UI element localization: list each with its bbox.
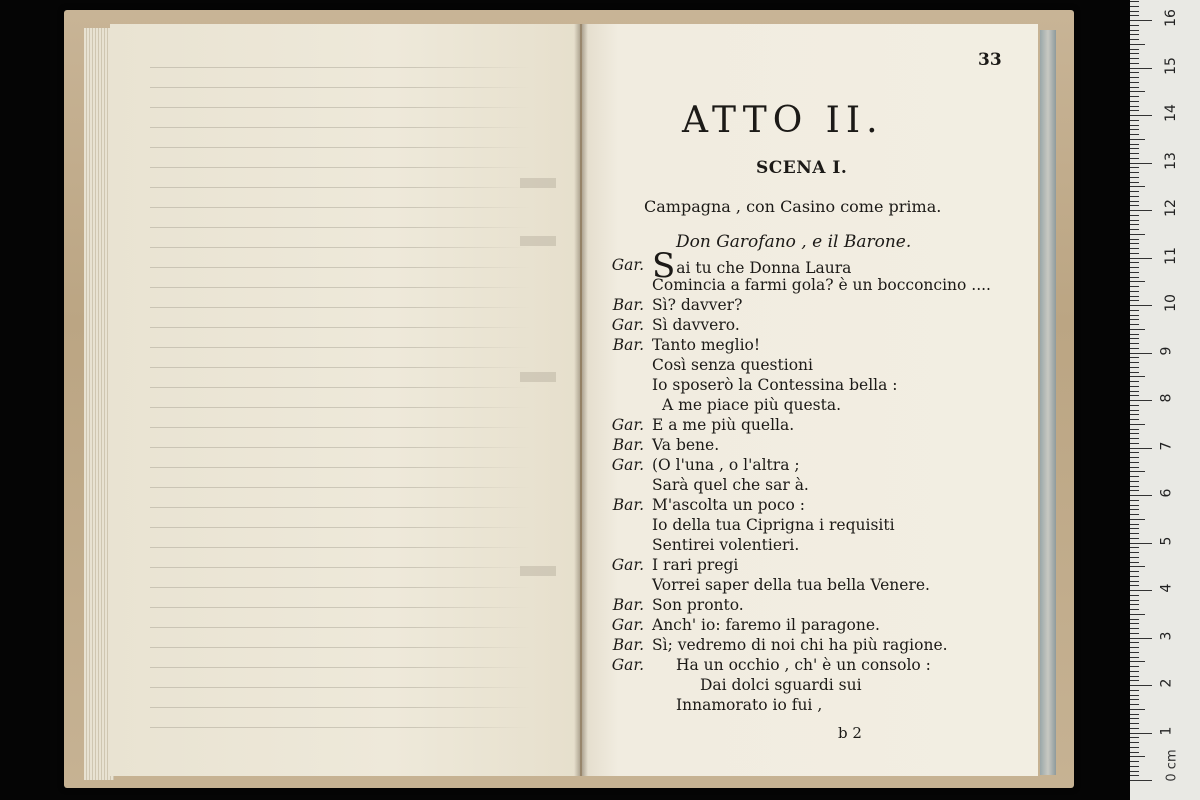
dialogue-words: Anch' io: faremo il paragone. xyxy=(652,616,880,634)
dialogue-words: Tanto meglio! xyxy=(652,336,761,354)
ruler-tick xyxy=(1130,671,1139,672)
ruler-tick xyxy=(1130,467,1139,468)
ruler-tick xyxy=(1130,343,1139,344)
ruler-tick xyxy=(1130,25,1139,26)
ruler-tick xyxy=(1130,106,1139,107)
ruler-tick xyxy=(1130,680,1139,681)
act-title: ATTO II. xyxy=(682,100,884,141)
ruler-tick xyxy=(1130,210,1152,211)
dialogue-line xyxy=(596,616,1026,636)
ruler-tick xyxy=(1130,552,1139,553)
ruler-tick xyxy=(1130,718,1139,719)
ruler-tick xyxy=(1130,1,1139,2)
ruler-tick xyxy=(1130,585,1139,586)
dialogue-line xyxy=(596,596,1026,616)
ruler-number: 5 xyxy=(1158,536,1175,545)
ruler-tick xyxy=(1130,386,1139,387)
ruler-tick xyxy=(1130,158,1139,159)
ruler-tick xyxy=(1130,305,1152,306)
ruler-tick xyxy=(1130,315,1139,316)
dialogue-line xyxy=(596,576,1026,596)
ruler-tick xyxy=(1130,638,1152,639)
dialogue-text xyxy=(652,376,898,394)
ruler-tick xyxy=(1130,310,1139,311)
ruler-tick xyxy=(1130,771,1139,772)
ruler-tick xyxy=(1130,334,1139,335)
dialogue-text xyxy=(652,296,742,314)
ruler-tick xyxy=(1130,433,1139,434)
ruler-tick xyxy=(1130,120,1139,121)
dialogue-text xyxy=(652,416,794,434)
ruler-tick xyxy=(1130,258,1152,259)
dialogue-line xyxy=(596,356,1026,376)
characters-list: Don Garofano , e il Barone. xyxy=(676,232,912,252)
ruler-tick xyxy=(1130,49,1139,50)
ruler-tick xyxy=(1130,685,1152,686)
ruler-tick xyxy=(1130,267,1139,268)
ruler-tick xyxy=(1130,652,1139,653)
ruler-tick xyxy=(1130,457,1139,458)
ruler-tick xyxy=(1130,391,1139,392)
ruler-tick xyxy=(1130,148,1139,149)
ruler-tick xyxy=(1130,614,1145,615)
ruler-tick xyxy=(1130,6,1139,7)
ruler-tick xyxy=(1130,82,1139,83)
bleed-through-mark xyxy=(520,178,556,188)
ruler-number: 2 xyxy=(1158,678,1175,688)
drop-cap: S xyxy=(652,246,676,286)
ruler-tick xyxy=(1130,557,1139,558)
page-block-edge xyxy=(1040,30,1056,775)
bleed-through-mark xyxy=(520,566,556,576)
dialogue-words: Vorrei saper della tua bella Venere. xyxy=(652,576,930,594)
ruler-tick xyxy=(1130,72,1139,73)
dialogue-text xyxy=(652,636,948,654)
ruler-tick xyxy=(1130,495,1152,496)
ruler-tick xyxy=(1130,528,1139,529)
dialogue-text xyxy=(652,496,805,514)
ruler-unit-label: 0 cm xyxy=(1164,749,1180,782)
ruler-tick xyxy=(1130,642,1139,643)
ruler-tick xyxy=(1130,581,1139,582)
dialogue-line xyxy=(596,456,1026,476)
ruler-tick xyxy=(1130,547,1139,548)
ruler-tick xyxy=(1130,286,1139,287)
ruler-tick xyxy=(1130,196,1139,197)
ruler-tick xyxy=(1130,234,1145,235)
speaker-name: Gar. xyxy=(611,316,644,334)
signature-mark: b 2 xyxy=(838,724,862,742)
dialogue-line xyxy=(596,696,1026,716)
ruler-tick xyxy=(1130,619,1139,620)
dialogue-text xyxy=(662,396,841,414)
ruler-tick xyxy=(1130,39,1139,40)
ruler-tick xyxy=(1130,400,1152,401)
ruler-tick xyxy=(1130,410,1139,411)
ruler-tick xyxy=(1130,747,1139,748)
dialogue-text xyxy=(652,316,740,334)
dialogue-words: Innamorato io fui , xyxy=(676,696,823,714)
ruler-tick xyxy=(1130,381,1139,382)
ruler-number: 15 xyxy=(1162,56,1179,75)
ruler-tick xyxy=(1130,362,1139,363)
dialogue-words: M'ascolta un poco : xyxy=(652,496,806,514)
ruler-tick xyxy=(1130,775,1139,776)
dialogue-words: Dai dolci sguardi sui xyxy=(700,676,862,694)
speaker-name: Bar. xyxy=(612,296,644,314)
ruler-tick xyxy=(1130,519,1145,520)
speaker-name: Bar. xyxy=(612,596,644,614)
ruler-tick xyxy=(1130,571,1139,572)
speaker-name: Gar. xyxy=(611,656,644,674)
dialogue-text xyxy=(676,656,931,674)
ruler-tick xyxy=(1130,15,1139,16)
ruler-tick xyxy=(1130,372,1139,373)
ruler-tick xyxy=(1130,281,1145,282)
dialogue-text xyxy=(652,246,852,286)
speaker-name: Gar. xyxy=(611,256,644,274)
ruler-tick xyxy=(1130,367,1139,368)
ruler-number: 7 xyxy=(1158,441,1175,450)
dialogue-words: Sentirei volentieri. xyxy=(652,536,800,554)
ruler-tick xyxy=(1130,486,1139,487)
dialogue-words: (O l'una , o l'altra ; xyxy=(652,456,800,474)
dialogue-line xyxy=(596,516,1026,536)
ruler-tick xyxy=(1130,262,1139,263)
scene-title: SCENA I. xyxy=(756,158,848,178)
speaker-name: Bar. xyxy=(612,636,644,654)
dialogue-text xyxy=(652,536,799,554)
ruler-tick xyxy=(1130,590,1152,591)
ruler-tick xyxy=(1130,129,1139,130)
ruler-tick xyxy=(1130,509,1139,510)
ruler-tick xyxy=(1130,761,1139,762)
dialogue-text xyxy=(652,436,719,454)
dialogue-line xyxy=(596,336,1026,356)
dialogue-line xyxy=(596,396,1026,416)
ruler-number: 11 xyxy=(1162,246,1179,265)
ruler-tick xyxy=(1130,604,1139,605)
ruler-tick xyxy=(1130,11,1139,12)
ruler-tick xyxy=(1130,291,1139,292)
ruler-tick xyxy=(1130,647,1139,648)
ruler-tick xyxy=(1130,742,1139,743)
dialogue-text xyxy=(652,276,991,294)
dialogue-words: Così senza questioni xyxy=(652,356,813,374)
ruler-tick xyxy=(1130,229,1139,230)
speaker-name: Bar. xyxy=(612,436,644,454)
dialogue-text xyxy=(652,556,738,574)
ruler-tick xyxy=(1130,666,1139,667)
ruler-tick xyxy=(1130,395,1139,396)
ruler-tick xyxy=(1130,300,1139,301)
ruler-tick xyxy=(1130,30,1139,31)
ruler-tick xyxy=(1130,215,1139,216)
ruler-tick xyxy=(1130,44,1145,45)
dialogue-words: Ha un occhio , ch' è un consolo : xyxy=(676,656,931,674)
dialogue-words: Sì davvero. xyxy=(652,316,740,334)
ruler-tick xyxy=(1130,110,1139,111)
ruler-tick xyxy=(1130,628,1139,629)
ruler-tick xyxy=(1130,429,1139,430)
ruler-tick xyxy=(1130,438,1139,439)
dialogue-line xyxy=(596,436,1026,456)
dialogue-text xyxy=(652,596,744,614)
speaker-name: Gar. xyxy=(611,416,644,434)
ruler-tick xyxy=(1130,414,1139,415)
ruler-tick xyxy=(1130,153,1139,154)
dialogue-words: Sì; vedremo di noi chi ha più ragione. xyxy=(652,636,948,654)
ruler-tick xyxy=(1130,699,1139,700)
ruler-tick xyxy=(1130,139,1145,140)
ruler-tick xyxy=(1130,167,1139,168)
ruler-tick xyxy=(1130,704,1139,705)
book-gutter xyxy=(574,24,588,776)
speaker-name: Bar. xyxy=(612,336,644,354)
dialogue-line xyxy=(596,536,1026,556)
page-number: 33 xyxy=(978,50,1002,70)
ruler-tick xyxy=(1130,277,1139,278)
ruler-tick xyxy=(1130,87,1139,88)
ruler-tick xyxy=(1130,134,1139,135)
ruler-tick xyxy=(1130,448,1152,449)
dialogue-words: I rari pregi xyxy=(652,556,739,574)
ruler-tick xyxy=(1130,623,1139,624)
ruler-tick xyxy=(1130,443,1139,444)
measuring-ruler xyxy=(1130,0,1200,800)
speaker-name: Bar. xyxy=(612,496,644,514)
ruler-tick xyxy=(1130,20,1152,21)
ruler-tick xyxy=(1130,633,1139,634)
speaker-name: Gar. xyxy=(611,556,644,574)
ruler-tick xyxy=(1130,115,1152,116)
ruler-tick xyxy=(1130,657,1139,658)
dialogue-words: A me piace più questa. xyxy=(662,396,842,414)
ruler-tick xyxy=(1130,471,1145,472)
dialogue-text xyxy=(652,576,930,594)
ruler-number: 12 xyxy=(1162,199,1179,217)
dialogue-words: Va bene. xyxy=(652,436,720,454)
ruler-number: 10 xyxy=(1162,294,1179,312)
ruler-tick xyxy=(1130,766,1139,767)
dialogue-line xyxy=(596,376,1026,396)
ruler-tick xyxy=(1130,125,1139,126)
dialogue-line xyxy=(596,296,1026,316)
ruler-tick xyxy=(1130,676,1139,677)
ruler-tick xyxy=(1130,405,1139,406)
dialogue-text xyxy=(676,696,822,714)
dialogue-text xyxy=(652,356,813,374)
ruler-tick xyxy=(1130,253,1139,254)
dialogue-words: Sarà quel che sar à. xyxy=(652,476,809,494)
ruler-tick xyxy=(1130,424,1145,425)
ruler-tick xyxy=(1130,576,1139,577)
ruler-tick xyxy=(1130,661,1145,662)
dialogue-text xyxy=(652,516,895,534)
ruler-tick xyxy=(1130,490,1139,491)
ruler-tick xyxy=(1130,239,1139,240)
ruler-tick xyxy=(1130,600,1139,601)
dialogue-text xyxy=(652,336,760,354)
ruler-tick xyxy=(1130,296,1139,297)
ruler-number: 9 xyxy=(1158,346,1175,355)
ruler-tick xyxy=(1130,172,1139,173)
dialogue-line xyxy=(596,656,1026,676)
ruler-tick xyxy=(1130,714,1139,715)
ruler-tick xyxy=(1130,695,1139,696)
ruler-tick xyxy=(1130,505,1139,506)
ruler-tick xyxy=(1130,752,1139,753)
dialogue-text xyxy=(652,616,880,634)
ruler-tick xyxy=(1130,562,1139,563)
ruler-tick xyxy=(1130,53,1139,54)
ruler-tick xyxy=(1130,324,1139,325)
ruler-tick xyxy=(1130,348,1139,349)
dialogue-line xyxy=(596,556,1026,576)
ruler-tick xyxy=(1130,524,1139,525)
dialogue-text xyxy=(652,476,809,494)
ruler-tick xyxy=(1130,91,1145,92)
ruler-number: 8 xyxy=(1158,393,1175,403)
dialogue-words: ai tu che Donna Laura xyxy=(676,259,852,277)
ruler-tick xyxy=(1130,543,1152,544)
ruler-tick xyxy=(1130,186,1145,187)
ruler-tick xyxy=(1130,34,1139,35)
speaker-name: Gar. xyxy=(611,456,644,474)
ruler-tick xyxy=(1130,723,1139,724)
ruler-tick xyxy=(1130,224,1139,225)
dialogue-line xyxy=(596,316,1026,336)
ruler-tick xyxy=(1130,357,1139,358)
dialogue-line xyxy=(596,476,1026,496)
ruler-tick xyxy=(1130,191,1139,192)
dialogue-line xyxy=(596,416,1026,436)
ruler-tick xyxy=(1130,96,1139,97)
ruler-number: 6 xyxy=(1158,488,1175,498)
dialogue-words: Io della tua Ciprigna i requisiti xyxy=(652,516,895,534)
ruler-tick xyxy=(1130,319,1139,320)
ruler-tick xyxy=(1130,77,1139,78)
ruler-tick xyxy=(1130,452,1139,453)
dialogue-text xyxy=(652,456,800,474)
dialogue-line xyxy=(596,276,1026,296)
ruler-number: 14 xyxy=(1162,104,1179,122)
ruler-tick xyxy=(1130,728,1139,729)
ruler-tick xyxy=(1130,609,1139,610)
ruler-tick xyxy=(1130,248,1139,249)
ruler-tick xyxy=(1130,376,1145,377)
ruler-tick xyxy=(1130,476,1139,477)
dialogue-words: E a me più quella. xyxy=(652,416,795,434)
dialogue-line xyxy=(596,636,1026,656)
ruler-tick xyxy=(1130,780,1152,781)
dialogue-line xyxy=(596,496,1026,516)
scene-setting: Campagna , con Casino come prima. xyxy=(644,197,942,216)
ruler-tick xyxy=(1130,500,1139,501)
ruler-tick xyxy=(1130,709,1145,710)
ruler-number: 1 xyxy=(1158,726,1175,735)
dialogue-words: Son pronto. xyxy=(652,596,744,614)
ruler-tick xyxy=(1130,338,1139,339)
ruler-tick xyxy=(1130,533,1139,534)
ruler-tick xyxy=(1130,243,1139,244)
ruler-tick xyxy=(1130,353,1152,354)
dialogue-line xyxy=(596,676,1026,696)
ruler-tick xyxy=(1130,481,1139,482)
ruler-tick xyxy=(1130,595,1139,596)
dialogue-words: Io sposerò la Contessina bella : xyxy=(652,376,898,394)
dialogue-block xyxy=(596,246,1026,716)
ruler-tick xyxy=(1130,329,1145,330)
ruler-tick xyxy=(1130,514,1139,515)
ruler-tick xyxy=(1130,63,1139,64)
ruler-tick xyxy=(1130,538,1139,539)
ruler-tick xyxy=(1130,566,1145,567)
ruler-tick xyxy=(1130,419,1139,420)
ruler-tick xyxy=(1130,462,1139,463)
ruler-tick xyxy=(1130,272,1139,273)
ruler-number: 13 xyxy=(1162,151,1179,170)
ruler-tick xyxy=(1130,756,1145,757)
ruler-tick xyxy=(1130,144,1139,145)
ruler-tick xyxy=(1130,220,1139,221)
ruler-tick xyxy=(1130,737,1139,738)
ruler-tick xyxy=(1130,101,1139,102)
ruler-tick xyxy=(1130,201,1139,202)
ruler-number: 16 xyxy=(1162,9,1179,27)
ruler-tick xyxy=(1130,177,1139,178)
ruler-tick xyxy=(1130,182,1139,183)
ruler-tick xyxy=(1130,68,1152,69)
ruler-tick xyxy=(1130,690,1139,691)
dialogue-words: Comincia a farmi gola? è un bocconcino .... xyxy=(652,276,991,294)
dialogue-words: Sì? davver? xyxy=(652,296,743,314)
ruler-tick xyxy=(1130,733,1152,734)
ruler-tick xyxy=(1130,58,1139,59)
bleed-through-mark xyxy=(520,372,556,382)
bleed-through-mark xyxy=(520,236,556,246)
ruler-number: 4 xyxy=(1158,583,1175,593)
ruler-tick xyxy=(1130,163,1152,164)
ruler-tick xyxy=(1130,205,1139,206)
speaker-name: Gar. xyxy=(611,616,644,634)
bleed-through-text xyxy=(150,55,530,735)
ruler-number: 3 xyxy=(1158,631,1175,640)
dialogue-text xyxy=(700,676,862,694)
